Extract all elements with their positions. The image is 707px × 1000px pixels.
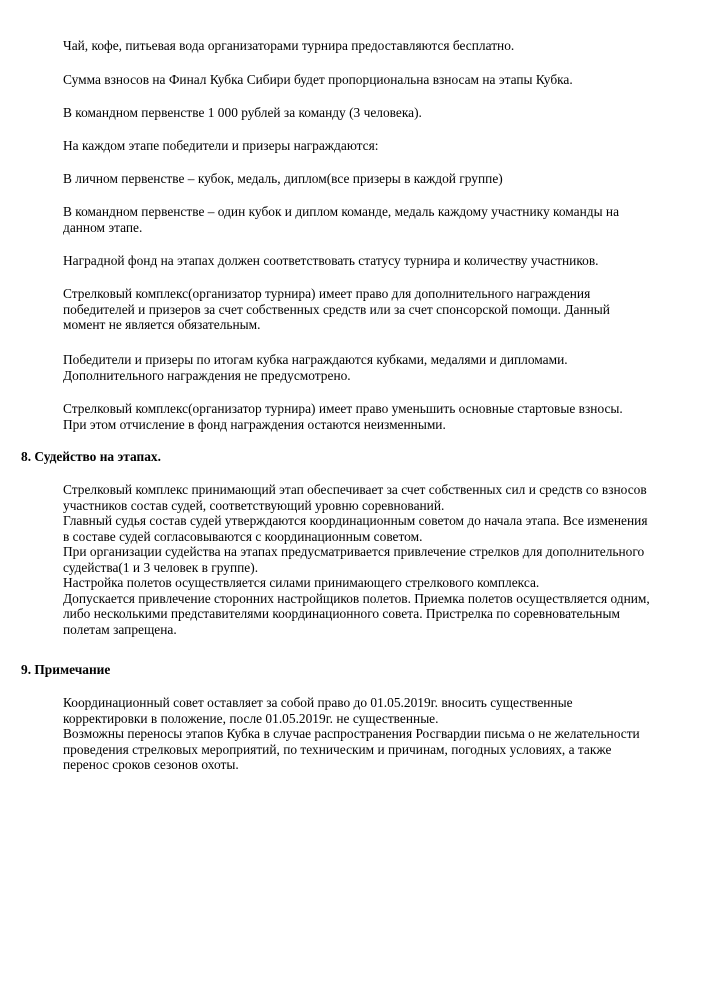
text-line: Дополнительного награждения не предусмотрено.: [63, 367, 351, 383]
text-line: победителей и призеров за счет собственных средств или за счет спонсорской помощи. Данный: [63, 301, 610, 317]
text-line: Стрелковый комплекс(организатор турнира) имеет право уменьшить основные стартовые взносы.: [63, 401, 623, 416]
text-line: проведения стрелковых мероприятий, по техническим и причинам, погодных условиях, а также: [63, 741, 612, 757]
paragraph-fee-reduction: [63, 401, 703, 432]
text-line: В командном первенстве – один кубок и диплом команде, медаль каждому участнику команды на: [63, 204, 620, 219]
text-line: в составе судей согласовываются с координационным советом.: [63, 528, 423, 544]
paragraph-judging: [63, 482, 703, 637]
paragraph-individual-awards: [63, 171, 703, 187]
paragraph-extra-awards: [63, 286, 703, 333]
text-line: Сумма взносов на Финал Кубка Сибири будет пропорциональна взносам на этапы Кубка.: [63, 72, 573, 87]
text-line: При организации судейства на этапах предусматривается привлечение стрелков для дополнительного: [63, 544, 645, 559]
text-line: На каждом этапе победители и призеры награждаются:: [63, 138, 379, 153]
text-line: Главный судья состав судей утверждаются координационным советом до начала этапа. Все изменения: [63, 513, 648, 528]
text-line: полетам запрещена.: [63, 621, 177, 637]
text-line: корректировки в положение, после 01.05.2019г. не существенные.: [63, 710, 439, 726]
paragraph-team-awards: [63, 204, 703, 235]
text-line: Наградной фонд на этапах должен соответствовать статусу турнира и количеству участников.: [63, 253, 599, 268]
text-line: При этом отчисление в фонд награждения остаются неизменными.: [63, 416, 446, 432]
text-line: либо несколькими представителями координационного совета. Пристрелка по соревновательным: [63, 606, 620, 621]
text-line: данном этапе.: [63, 219, 143, 235]
paragraph-note: [63, 695, 703, 773]
text-line: Стрелковый комплекс принимающий этап обеспечивает за счет собственных сил и средств со взносов: [63, 482, 647, 497]
paragraph-refreshments: [63, 38, 703, 54]
text-line: Стрелковый комплекс(организатор турнира) имеет право для дополнительного награждения: [63, 286, 591, 301]
text-line: Возможны переносы этапов Кубка в случае распространения Росгвардии письма о не желательности: [63, 726, 640, 741]
text-line: Чай, кофе, питьевая вода организаторами турнира предоставляются бесплатно.: [63, 38, 515, 53]
paragraph-cup-awards: [63, 352, 703, 383]
text-line: участников состав судей, соответствующий уровню соревнований.: [63, 497, 445, 513]
paragraph-prize-fund: [63, 253, 703, 269]
text-line: Настройка полетов осуществляется силами принимающего стрелкового комплекса.: [63, 575, 540, 590]
section-heading-note: 9. Примечание: [21, 662, 111, 677]
text-line: перенос сроков сезонов охоты.: [63, 757, 239, 772]
text-line: Допускается привлечение сторонних настройщиков полетов. Приемка полетов осуществляется одним,: [63, 590, 650, 606]
paragraph-team-fee: [63, 105, 703, 121]
section-heading-judging: 8. Судейство на этапах.: [21, 449, 161, 464]
text-line: Победители и призеры по итогам кубка награждаются кубками, медалями и дипломами.: [63, 352, 568, 367]
text-line: В личном первенстве – кубок, медаль, диплом(все призеры в каждой группе): [63, 171, 503, 186]
text-line: момент не является обязательным.: [63, 317, 261, 332]
text-line: судейства(1 и 3 человек в группе).: [63, 559, 259, 575]
text-line: В командном первенстве 1 000 рублей за команду (3 человека).: [63, 105, 422, 120]
text-line: Координационный совет оставляет за собой право до 01.05.2019г. вносить существенные: [63, 695, 573, 710]
paragraph-awards-intro: [63, 138, 703, 154]
paragraph-final-fees: [63, 72, 703, 88]
